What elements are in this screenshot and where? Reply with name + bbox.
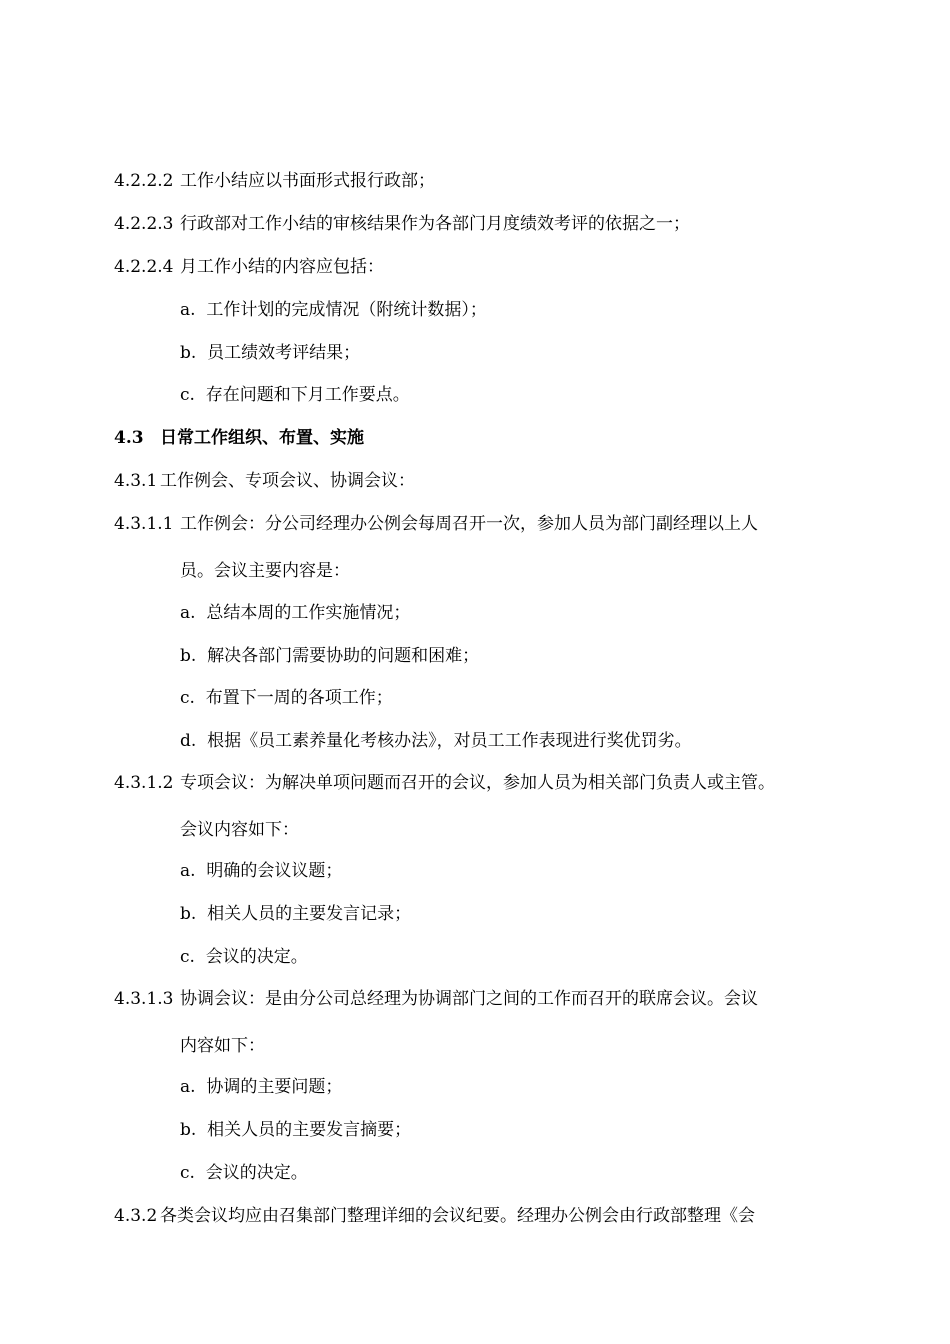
list-item (180, 730, 692, 752)
list-text: 工作计划的完成情况（附统计数据）； (206, 300, 487, 320)
clause-text: 各类会议均应由召集部门整理详细的会议纪要。经理办公例会由行政部整理《会 (160, 1206, 755, 1226)
clause-number: 4.3.1.2 (114, 773, 174, 793)
clause-4-2-2-2 (114, 170, 435, 192)
list-item (180, 645, 479, 667)
list-text: 总结本周的工作实施情况； (206, 603, 411, 623)
list-marker: a. (180, 300, 196, 320)
list-text: 员工绩效考评结果； (207, 343, 361, 363)
list-text: 存在问题和下月工作要点。 (205, 385, 410, 405)
list-item (180, 860, 342, 882)
clause-text: 工作例会：分公司经理办公例会每周召开一次，参加人员为部门副经理以上人 (180, 514, 758, 534)
section-number: 4.3 (114, 428, 144, 448)
list-text: 相关人员的主要发言记录； (207, 904, 412, 924)
list-marker: b. (180, 904, 197, 924)
list-marker: a. (180, 1077, 196, 1097)
list-item (180, 299, 487, 321)
clause-number: 4.2.2.4 (114, 257, 174, 277)
list-marker: c. (180, 688, 195, 708)
list-text: 相关人员的主要发言摘要； (207, 1120, 412, 1140)
clause-continuation (180, 560, 350, 582)
list-text: 解决各部门需要协助的问题和困难； (207, 646, 480, 666)
clause-number: 4.3.1.3 (114, 989, 174, 1009)
list-marker: a. (180, 603, 196, 623)
list-text: 根据《员工素养量化考核办法》，对员工工作表现进行奖优罚劣。 (207, 731, 692, 751)
list-item (180, 687, 393, 709)
clause-number: 4.3.2 (114, 1206, 158, 1226)
clause-number: 4.2.2.2 (114, 171, 174, 191)
clause-text: 工作小结应以书面形式报行政部； (180, 171, 435, 191)
clause-4-3-2 (114, 1205, 755, 1227)
clause-number: 4.3.1 (114, 471, 158, 491)
list-marker: c. (180, 1163, 195, 1183)
clause-text: 工作例会、专项会议、协调会议： (160, 471, 415, 491)
list-item (180, 903, 411, 925)
list-item (180, 1162, 308, 1184)
list-text: 明确的会议议题； (206, 861, 343, 881)
clause-text: 协调会议：是由分公司总经理为协调部门之间的工作而召开的联席会议。会议 (180, 989, 758, 1009)
list-item (180, 384, 410, 406)
clause-text-continued: 会议内容如下： (180, 820, 299, 840)
list-marker: b. (180, 1120, 197, 1140)
clause-4-2-2-3 (114, 213, 690, 235)
list-item (180, 946, 308, 968)
list-text: 布置下一周的各项工作； (205, 688, 393, 708)
list-item (180, 1119, 411, 1141)
list-text: 会议的决定。 (205, 1163, 308, 1183)
clause-text: 专项会议：为解决单项问题而召开的会议，参加人员为相关部门负责人或主管。 (180, 773, 775, 793)
list-marker: c. (180, 947, 195, 967)
clause-text: 月工作小结的内容应包括： (180, 257, 384, 277)
clause-number: 4.2.2.3 (114, 214, 174, 234)
clause-number: 4.3.1.1 (114, 514, 174, 534)
list-text: 协调的主要问题； (206, 1077, 343, 1097)
clause-text-continued: 员。会议主要内容是： (180, 561, 350, 581)
section-heading-4-3 (114, 427, 364, 449)
list-item (180, 342, 360, 364)
clause-4-3-1-2 (114, 772, 775, 794)
list-marker: d. (180, 731, 197, 751)
clause-text-continued: 内容如下： (180, 1036, 265, 1056)
clause-text: 行政部对工作小结的审核结果作为各部门月度绩效考评的依据之一； (180, 214, 690, 234)
list-marker: a. (180, 861, 196, 881)
clause-continuation (180, 1035, 265, 1057)
list-text: 会议的决定。 (205, 947, 308, 967)
list-item (180, 602, 410, 624)
clause-continuation (180, 819, 299, 841)
clause-4-3-1-1 (114, 513, 758, 535)
list-marker: b. (180, 646, 197, 666)
list-marker: c. (180, 385, 195, 405)
section-title: 日常工作组织、布置、实施 (160, 428, 364, 448)
clause-4-2-2-4 (114, 256, 384, 278)
clause-4-3-1-3 (114, 988, 758, 1010)
clause-4-3-1 (114, 470, 415, 492)
list-marker: b. (180, 343, 197, 363)
list-item (180, 1076, 342, 1098)
